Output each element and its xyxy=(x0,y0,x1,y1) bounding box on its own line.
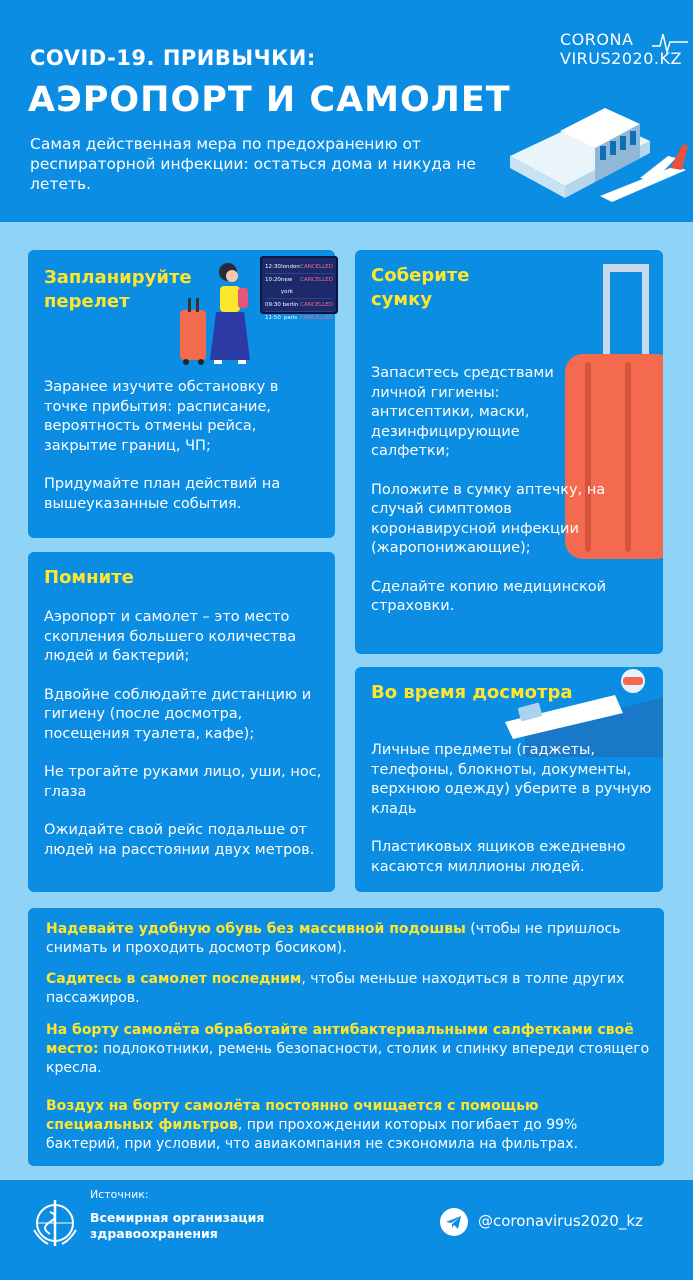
board-status: CANCELLED xyxy=(300,302,333,308)
who-name-line1: Всемирная организация xyxy=(90,1210,265,1225)
card-remember-p2: Вдвойне соблюдайте дистанцию и гигиену (после досмотра, посещения туалета, кафе); xyxy=(44,686,312,742)
tip-highlight: На борту самолёта обработайте антибактериальными салфетками своё место: xyxy=(46,1022,634,1057)
source-label: Источник: xyxy=(90,1188,149,1201)
tips-card xyxy=(28,908,664,1166)
tip-rest: (чтобы не пришлось снимать и проходить досмотр босиком). xyxy=(46,921,621,956)
board-status: CANCELLED xyxy=(300,277,333,283)
board-time: 12:30 xyxy=(265,264,281,270)
board-city: paris xyxy=(283,315,298,321)
card-bag xyxy=(355,250,663,654)
board-city: new york xyxy=(280,277,293,295)
who-name[interactable] xyxy=(90,1210,264,1242)
tip-item xyxy=(46,1097,651,1154)
departure-board xyxy=(260,256,338,321)
tip-highlight: Надевайте удобную обувь без массивной подошвы xyxy=(46,921,466,937)
board-status: CANCELLED xyxy=(300,264,333,270)
brand-logo[interactable] xyxy=(560,30,690,68)
card-screening-text xyxy=(371,741,655,892)
tip-item xyxy=(46,970,651,1008)
card-remember-p4: Ожидайте свой рейс подальше от людей на расстоянии двух метров. xyxy=(44,822,315,858)
card-plan-text xyxy=(44,378,324,533)
traveler-illustration-icon xyxy=(176,258,266,368)
card-bag-p3: Сделайте копию медицинской страховки. xyxy=(371,578,607,614)
board-city: london xyxy=(281,264,300,270)
card-plan xyxy=(28,250,335,538)
tip-item xyxy=(46,1021,651,1078)
card-remember-title: Помните xyxy=(44,567,134,588)
telegram-icon[interactable] xyxy=(440,1208,468,1236)
board-row xyxy=(265,299,333,312)
card-bag-text xyxy=(371,364,641,636)
tip-rest: , чтобы меньше находиться в толпе других пассажиров. xyxy=(46,971,625,1006)
card-remember-p3: Не трогайте руками лицо, уши, нос, глаза xyxy=(44,764,322,800)
tip-highlight: Воздух на борту самолёта постоянно очищается с помощью специальных фильтров xyxy=(46,1098,539,1133)
card-remember-text xyxy=(44,608,324,879)
card-screening xyxy=(355,667,663,892)
footer xyxy=(0,1180,693,1280)
card-screening-p2: Пластиковых ящиков ежедневно касаются миллионы людей. xyxy=(371,839,626,875)
tip-highlight: Садитесь в самолет последним xyxy=(46,971,302,987)
card-bag-p2: Положите в сумку аптечку, на случай симптомов коронавирусной инфекции (жаропонижающие); xyxy=(371,481,606,556)
airport-illustration-icon xyxy=(500,86,690,216)
page-title: АЭРОПОРТ И САМОЛЕТ xyxy=(28,80,511,120)
who-name-line2: здравоохранения xyxy=(90,1226,218,1241)
board-row xyxy=(265,312,333,324)
tip-rest: , при прохождении которых погибает до 99% бактерий, при условии, что авиакомпания не сэкономила на фильтрах. xyxy=(46,1117,579,1152)
who-emblem-icon xyxy=(30,1198,80,1248)
board-status: CANCELLED xyxy=(300,315,333,321)
card-screening-p1: Личные предметы (гаджеты, телефоны, блокноты, документы, верхнюю одежду) уберите в ручную кладь xyxy=(371,742,652,817)
page-supertitle: COVID-19. ПРИВЫЧКИ: xyxy=(30,46,316,70)
pulse-icon xyxy=(652,32,688,54)
card-remember xyxy=(28,552,335,892)
board-row xyxy=(265,261,333,274)
board-city: berlin xyxy=(282,302,299,308)
board-row xyxy=(265,274,333,299)
card-screening-title: Во время досмотра xyxy=(371,682,573,703)
social-handle-link[interactable]: @coronavirus2020_kz xyxy=(478,1212,643,1230)
card-bag-p1: Запаситесь средствами личной гигиены: антисептики, маски, дезинфицирующие салфетки; xyxy=(371,365,554,459)
tip-rest: подлокотники, ремень безопасности, столик и спинку впереди стоящего кресла. xyxy=(46,1041,650,1076)
card-remember-p1: Аэропорт и самолет – это место скопления большего количества людей и бактерий; xyxy=(44,609,297,664)
board-time: 10:20 xyxy=(265,277,281,283)
brand-line1: CORONA xyxy=(560,30,634,49)
board-time: 09:30 xyxy=(265,302,281,308)
header xyxy=(0,0,693,222)
tip-item xyxy=(46,920,651,958)
card-plan-p2: Придумайте план действий на вышеуказанные события. xyxy=(44,476,281,512)
intro-text: Самая действенная мера по предохранению от респираторной инфекции: остаться дома и никуда не лететь. xyxy=(30,135,476,193)
board-time: 11:50 xyxy=(265,315,281,321)
brand-line2: VIRUS2020.KZ xyxy=(560,49,682,68)
card-plan-p1: Заранее изучите обстановку в точке прибытия: расписание, вероятность отмены рейса, закрытие границ, ЧП; xyxy=(44,379,279,454)
card-bag-title: Соберите сумку xyxy=(371,265,470,310)
card-plan-title: Запланируйте перелет xyxy=(44,267,192,312)
